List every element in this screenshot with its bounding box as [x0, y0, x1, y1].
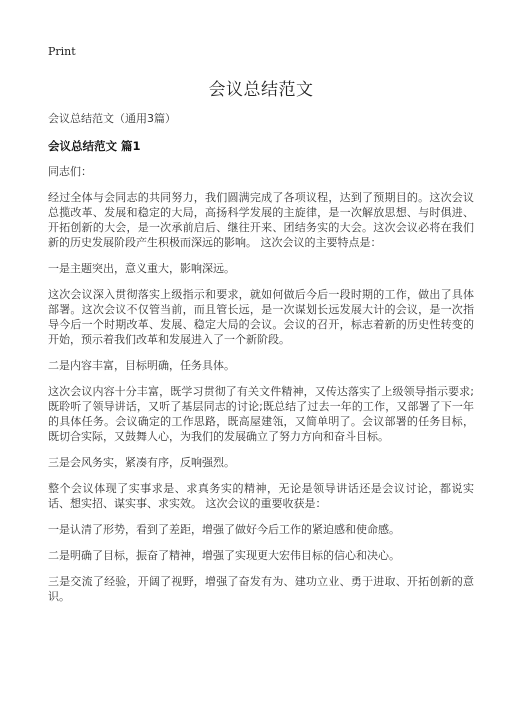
- paragraph-gain-1: 一是认清了形势，看到了差距，增强了做好今后工作的紧迫感和使命感。: [48, 523, 400, 536]
- document-subtitle: 会议总结范文（通用3篇）: [48, 112, 176, 125]
- paragraph-point-3-body: 整个会议体现了实事求是、求真务实的精神，无论是领导讲话还是会议讨论，都说实话、想实招、谋实事、求实效。 这次会议的重要收获是：: [48, 482, 474, 510]
- paragraph-point-2: 二是内容丰富，目标明确，任务具体。: [48, 359, 235, 372]
- paragraph-point-1-body: 这次会议深入贯彻落实上级指示和要求，就如何做后今后一段时期的工作，做出了具体部署。这次会议不仅管当前，而且管长远，是一次谋划长远发展大计的会议，是一次指导今后一个时期改革、发展、稳定大局的会议。会议的召开，标志着新的历史性转变的开始，预示着我们改革和发展进入了一个新阶段。: [48, 288, 474, 346]
- paragraph-point-2-body: 这次会议内容十分丰富，既学习贯彻了有关文件精神，又传达落实了上级领导指示要求;既聆听了领导讲话，又听了基层同志的讨论;既总结了过去一年的工作，又部署了下一年的具体任务。会议确定的工作思路，既高屋建瓴，又简单明了。会议部署的任务目标，既切合实际，又鼓舞人心，为我们的发展确立了努力方向和奋斗目标。: [48, 385, 474, 443]
- salutation: 同志们：: [48, 165, 92, 178]
- print-link[interactable]: Print: [48, 45, 76, 58]
- paragraph-gain-2: 二是明确了目标，振奋了精神，增强了实现更大宏伟目标的信心和决心。: [48, 549, 400, 562]
- paragraph-gain-3: 三是交流了经验，开阔了视野，增强了奋发有为、建功立业、勇于进取、开拓创新的意识。: [48, 575, 474, 603]
- paragraph-point-1: 一是主题突出，意义重大，影响深远。: [48, 262, 235, 275]
- page-title: 会议总结范文: [208, 80, 314, 100]
- section-heading: 会议总结范文 篇1: [48, 139, 141, 153]
- paragraph-point-3: 三是会风务实，紧凑有序，反响强烈。: [48, 456, 235, 469]
- paragraph-intro: 经过全体与会同志的共同努力，我们圆满完成了各项议程，达到了预期目的。这次会议总揽改革、发展和稳定的大局，高扬科学发展的主旋律，是一次解放思想、与时俱进、开拓创新的大会，是一次承前启后、继往开来、团结务实的大会。这次会议必将在我们新的历史发展阶段产生积极而深远的影响。 这次会议的主要特点是：: [48, 191, 474, 249]
